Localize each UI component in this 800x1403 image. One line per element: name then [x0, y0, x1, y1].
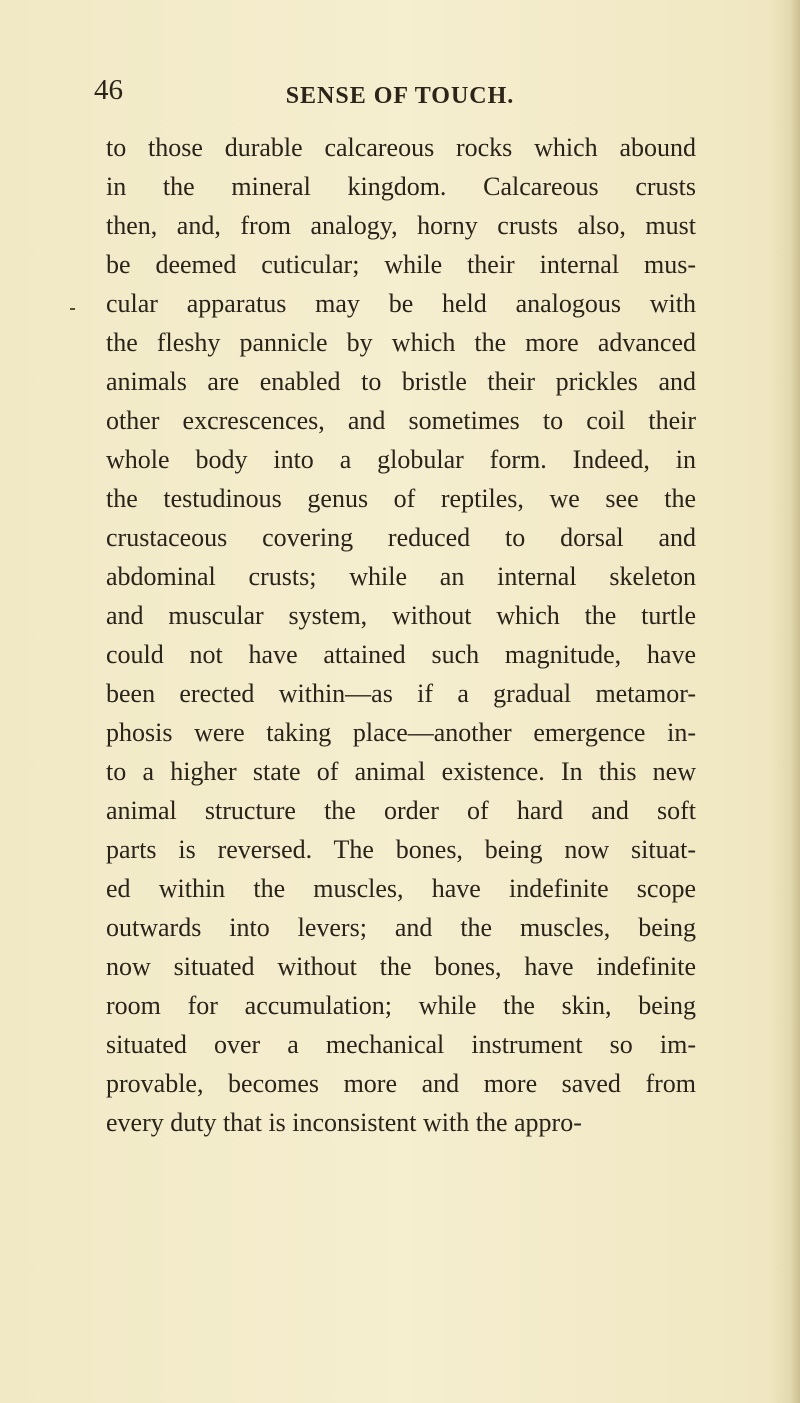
text-line: the testudinous genus of reptiles, we see the [106, 484, 696, 513]
text-line: the fleshy pannicle by which the more advanced [106, 328, 696, 357]
text-line: to a higher state of animal existence. In this new [106, 757, 696, 786]
text-line: to those durable calcareous rocks which abound [106, 133, 696, 162]
margin-mark [70, 308, 75, 310]
text-line: now situated without the bones, have indefinite [106, 952, 696, 981]
text-line: cular apparatus may be held analogous with [106, 289, 696, 318]
text-line: crustaceous covering reduced to dorsal and [106, 523, 696, 552]
text-line: situated over a mechanical instrument so im- [106, 1030, 696, 1059]
text-line: room for accumulation; while the skin, being [106, 991, 696, 1020]
text-line: animal structure the order of hard and soft [106, 796, 696, 825]
page-edge-shadow [790, 0, 800, 1403]
text-line: been erected within—as if a gradual metamor- [106, 679, 696, 708]
text-line: other excrescences, and sometimes to coil their [106, 406, 696, 435]
text-line: parts is reversed. The bones, being now situat- [106, 835, 696, 864]
page-number: 46 [94, 74, 123, 106]
text-line: outwards into levers; and the muscles, being [106, 913, 696, 942]
text-line: abdominal crusts; while an internal skeleton [106, 562, 696, 591]
text-line: animals are enabled to bristle their prickles and [106, 367, 696, 396]
text-line: in the mineral kingdom. Calcareous crusts [106, 172, 696, 201]
body-text [106, 128, 696, 1142]
text-line: provable, becomes more and more saved from [106, 1069, 696, 1098]
text-line: whole body into a globular form. Indeed, in [106, 445, 696, 474]
text-line: ed within the muscles, have indefinite scope [106, 874, 696, 903]
text-line: and muscular system, without which the turtle [106, 601, 696, 630]
text-line: then, and, from analogy, horny crusts also, must [106, 211, 696, 240]
text-line: every duty that is inconsistent with the appro- [106, 1108, 582, 1137]
text-line: phosis were taking place—another emergence in- [106, 718, 696, 747]
running-title: SENSE OF TOUCH. [285, 83, 515, 109]
text-line: be deemed cuticular; while their internal mus- [106, 250, 696, 279]
text-line: could not have attained such magnitude, have [106, 640, 696, 669]
